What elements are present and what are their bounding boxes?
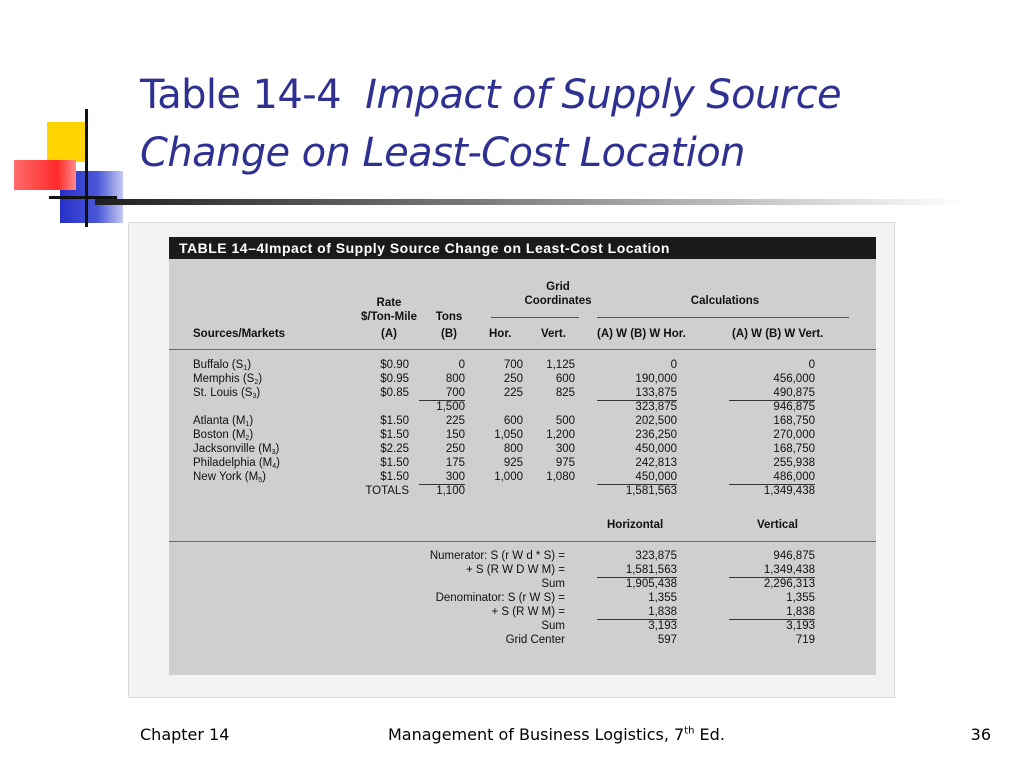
row-name-subscript: 2 xyxy=(254,379,259,386)
totals-calc-vert: 1,349,438 xyxy=(763,485,815,497)
row-rate: $1.50 xyxy=(380,471,409,483)
row-calc-hor: 242,813 xyxy=(635,457,677,469)
row-rate: $1.50 xyxy=(380,429,409,441)
calc-row-hor: 1,355 xyxy=(648,592,677,604)
title-line1: Impact of Supply Source xyxy=(365,72,841,118)
calculations-header: Calculations xyxy=(690,295,760,307)
row-vert: 500 xyxy=(555,415,575,427)
row-name-subscript: 1 xyxy=(245,421,250,428)
footer-page-number: 36 xyxy=(970,725,991,744)
logo-vertical-line xyxy=(85,109,88,227)
row-tons: 300 xyxy=(419,470,465,485)
row-calc-vert: 0 xyxy=(808,359,815,371)
title-number: Table 14-4 xyxy=(140,72,341,118)
calc-header-rule xyxy=(597,317,849,318)
row-vert: 1,080 xyxy=(546,471,575,483)
grid-header-rule xyxy=(491,317,579,318)
row-rate: $0.95 xyxy=(380,373,409,385)
title-underline-rule xyxy=(95,199,965,205)
row-tons: 250 xyxy=(445,443,465,455)
calc-row-label: Numerator: S (r W d * S) = xyxy=(429,550,565,562)
row-name-text: St. Louis (S xyxy=(193,387,253,399)
row-tons: 150 xyxy=(445,429,465,441)
row-name-text: New York (M xyxy=(193,471,259,483)
row-calc-hor: 450,000 xyxy=(635,443,677,455)
row-name: Memphis $(S_2)$ xyxy=(193,373,263,386)
row-name-text: Buffalo (S xyxy=(193,359,244,371)
row-tons: 175 xyxy=(445,457,465,469)
row-name-subscript: 3 xyxy=(271,449,276,456)
row-calc-hor: 190,000 xyxy=(635,373,677,385)
row-hor: 600 xyxy=(503,415,523,427)
row-rate: $0.85 xyxy=(380,387,409,399)
calc-row-vert: 3,193 xyxy=(786,620,815,632)
calc-row-hor: 597 xyxy=(657,634,677,646)
row-calc-vert: 270,000 xyxy=(773,429,815,441)
row-hor: 800 xyxy=(503,443,523,455)
row-name: Atlanta $(M_1)$ xyxy=(193,415,254,428)
source-total-tons: 1,500 xyxy=(436,401,465,413)
row-name-text: Atlanta (M xyxy=(193,415,246,427)
row-name: New York $(M_5)$ xyxy=(193,471,266,484)
calc-row-label: Sum xyxy=(541,620,565,632)
calc-row-label: Grid Center xyxy=(505,634,565,646)
row-calc-vert: 168,750 xyxy=(773,443,815,455)
calc-row-hor: 1,581,563 xyxy=(597,563,677,578)
calc-row-vert: 1,838 xyxy=(729,605,815,620)
source-total-calc-hor: 323,875 xyxy=(635,401,677,413)
row-vert: 1,200 xyxy=(546,429,575,441)
title-line2: Change on Least-Cost Location xyxy=(140,130,745,176)
grid-header-line2: Coordinates xyxy=(524,295,592,307)
calc-row-hor: 3,193 xyxy=(648,620,677,632)
row-name: Buffalo $(S_1)$ xyxy=(193,359,252,372)
row-rate: $1.50 xyxy=(380,457,409,469)
calc-row-vert: 719 xyxy=(795,634,815,646)
calc-row-vert: 946,875 xyxy=(773,550,815,562)
tons-header-line1: Tons xyxy=(435,311,463,323)
row-hor: 1,050 xyxy=(494,429,523,441)
row-calc-hor: 133,875 xyxy=(597,386,677,401)
row-calc-vert: 255,938 xyxy=(773,457,815,469)
totals-label: TOTALS xyxy=(365,485,409,497)
row-calc-hor: 450,000 xyxy=(597,470,677,485)
header-separator xyxy=(169,349,876,350)
calc-row-label: Sum xyxy=(541,578,565,590)
rate-header-line1: Rate xyxy=(376,297,402,309)
vert-header: Vert. xyxy=(541,328,566,340)
row-name-text: Boston (M xyxy=(193,429,246,441)
row-calc-vert: 168,750 xyxy=(773,415,815,427)
calc-row-label: Denominator: S (r W S) = xyxy=(435,592,565,604)
calc-vert-header: (A) W (B) W Vert. xyxy=(732,328,824,340)
row-vert: 300 xyxy=(555,443,575,455)
table-14-4 xyxy=(169,237,876,675)
row-calc-hor: 202,500 xyxy=(635,415,677,427)
row-calc-vert: 490,875 xyxy=(729,386,815,401)
row-tons: 700 xyxy=(419,386,465,401)
row-name: Boston $(M_2)$ xyxy=(193,429,254,442)
row-name-subscript: 4 xyxy=(272,463,277,470)
horizontal-label: Horizontal xyxy=(607,519,664,531)
slide-title xyxy=(140,66,1000,182)
calc-row-vert: 1,355 xyxy=(786,592,815,604)
row-hor: 250 xyxy=(503,373,523,385)
row-calc-hor: 236,250 xyxy=(635,429,677,441)
rate-header-line2: $/Ton-Mile xyxy=(360,311,417,323)
row-hor: 700 xyxy=(503,359,523,371)
row-rate: $0.90 xyxy=(380,359,409,371)
row-vert: 1,125 xyxy=(546,359,575,371)
row-hor: 1,000 xyxy=(494,471,523,483)
totals-tons: 1,100 xyxy=(436,485,465,497)
calc-row-vert: 2,296,313 xyxy=(763,578,815,590)
rate-header-line3: (A) xyxy=(381,328,397,340)
footer-title-text: Management of Business Logistics, 7 xyxy=(388,725,685,744)
footer-title-sup: th xyxy=(684,725,695,737)
sources-markets-header: Sources/Markets xyxy=(193,328,286,340)
grid-header-line1: Grid xyxy=(546,281,570,293)
row-name: Philadelphia $(M_4)$ xyxy=(193,457,281,470)
row-name: Jacksonville $(M_3)$ xyxy=(193,443,280,456)
row-rate: $1.50 xyxy=(380,415,409,427)
row-rate: $2.25 xyxy=(380,443,409,455)
tons-header-line2: (B) xyxy=(441,328,457,340)
calc-row-label: + S (R W D W M) = xyxy=(465,564,565,576)
row-name-subscript: 3 xyxy=(252,393,257,400)
row-name-text: Memphis (S xyxy=(193,373,255,385)
hor-header: Hor. xyxy=(489,328,512,340)
row-calc-vert: 486,000 xyxy=(729,470,815,485)
row-tons: 0 xyxy=(458,359,465,371)
row-hor: 925 xyxy=(503,457,523,469)
logo-red-square xyxy=(14,160,76,190)
row-calc-hor: 0 xyxy=(670,359,677,371)
row-vert: 600 xyxy=(555,373,575,385)
calc-hor-header: (A) W (B) W Hor. xyxy=(597,328,686,340)
row-calc-vert: 456,000 xyxy=(773,373,815,385)
row-name-subscript: 1 xyxy=(243,365,248,372)
source-total-calc-vert: 946,875 xyxy=(773,401,815,413)
row-name-subscript: 5 xyxy=(258,477,263,484)
logo-yellow-square xyxy=(47,122,85,162)
row-hor: 225 xyxy=(503,387,523,399)
calc-row-label: + S (R W M) = xyxy=(491,606,565,618)
row-name-text: Jacksonville (M xyxy=(193,443,272,455)
row-tons: 800 xyxy=(445,373,465,385)
row-name-text: Philadelphia (M xyxy=(193,457,273,469)
row-vert: 975 xyxy=(555,457,575,469)
totals-calc-hor: 1,581,563 xyxy=(625,485,677,497)
footer-book-title xyxy=(388,725,725,744)
footer-title-end: Ed. xyxy=(694,725,725,744)
vertical-label: Vertical xyxy=(757,519,798,531)
calc-row-hor: 1,905,438 xyxy=(625,578,677,590)
footer-chapter: Chapter 14 xyxy=(140,725,230,744)
row-vert: 825 xyxy=(555,387,575,399)
row-name-subscript: 2 xyxy=(245,435,250,442)
table-heading: TABLE 14–4Impact of Supply Source Change on Least-Cost Location xyxy=(169,237,876,259)
row-tons: 225 xyxy=(445,415,465,427)
calc-separator xyxy=(169,541,876,542)
calc-row-hor: 1,838 xyxy=(597,605,677,620)
row-name: St. Louis $(S_3)$ xyxy=(193,387,261,400)
table-image-frame xyxy=(128,222,895,698)
calc-row-hor: 323,875 xyxy=(635,550,677,562)
calc-row-vert: 1,349,438 xyxy=(729,563,815,578)
